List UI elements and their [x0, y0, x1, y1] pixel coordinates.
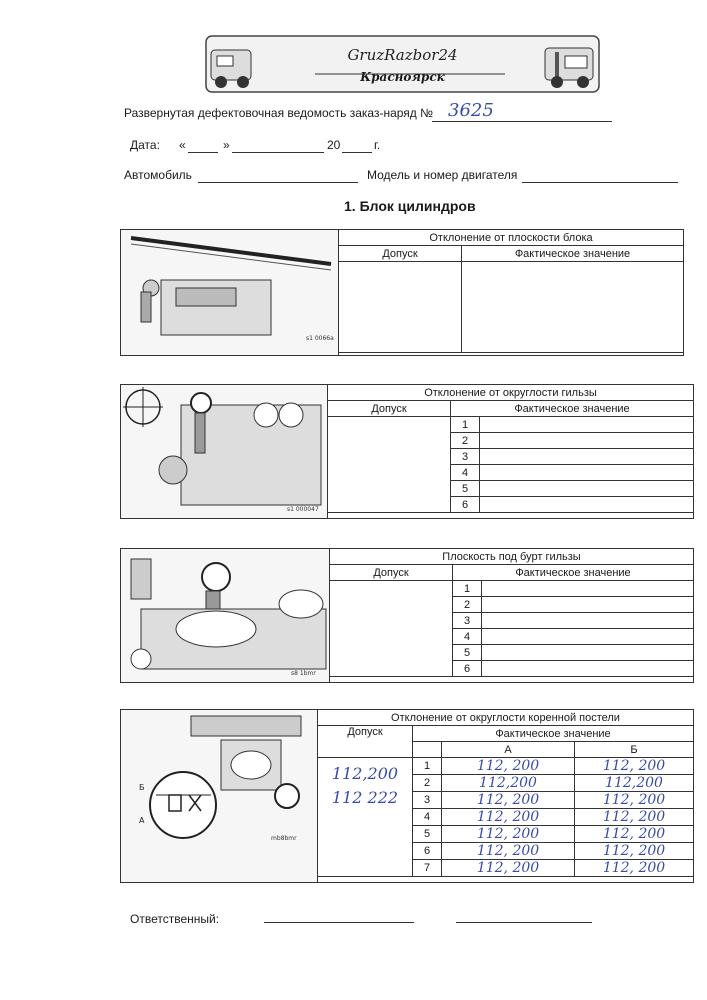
car-line [198, 182, 358, 183]
table-row-number: 1 [451, 417, 480, 433]
liner-collar-actual-cell[interactable] [482, 645, 694, 661]
table-row-number: 1 [413, 758, 442, 775]
main-bearing-value-a[interactable]: 112,200 [442, 775, 575, 792]
liner-collar-actual-cell[interactable] [482, 661, 694, 677]
block-flatness-actual-header: Фактическое значение [462, 246, 684, 262]
date-label: Дата: [130, 138, 160, 152]
main-bearing-col-b: Б [575, 742, 694, 758]
panel-main-bearing-roundness [120, 709, 694, 883]
main-bearing-photo-code: mb8bmr [271, 835, 297, 842]
table-row-number: 5 [451, 481, 480, 497]
date-month-line [232, 152, 324, 153]
liner-roundness-photo-code: s1 000047 [287, 506, 319, 513]
brand-city: Красноярск [360, 70, 445, 84]
liner-collar-tolerance-cell[interactable] [330, 581, 453, 677]
main-bearing-tolerance-cell[interactable] [318, 758, 413, 877]
liner-roundness-tolerance-cell[interactable] [328, 417, 451, 513]
table-row-number: 2 [451, 433, 480, 449]
main-bearing-table [317, 709, 694, 877]
engine-label: Модель и номер двигателя [367, 168, 518, 182]
main-bearing-value-b[interactable]: 112, 200 [575, 758, 694, 775]
table-row-number: 7 [413, 860, 442, 877]
date-year-line [342, 152, 372, 153]
liner-collar-table [329, 548, 694, 677]
main-bearing-value-b[interactable]: 112, 200 [575, 860, 694, 877]
table-row-number: 3 [451, 449, 480, 465]
main-bearing-value-a[interactable]: 112, 200 [442, 809, 575, 826]
main-bearing-value-b[interactable]: 112, 200 [575, 809, 694, 826]
table-row-number: 2 [413, 775, 442, 792]
header-logo [205, 30, 600, 96]
responsible-name-line[interactable] [456, 922, 592, 923]
year-prefix: 20 [327, 138, 341, 152]
tolerance-value: 112 222 [331, 788, 399, 807]
table-row-number: 6 [451, 497, 480, 513]
liner-roundness-actual-header: Фактическое значение [451, 401, 694, 417]
date-day-line [188, 152, 218, 153]
liner-roundness-tolerance-header: Допуск [328, 401, 451, 417]
liner-roundness-actual-cell[interactable] [480, 497, 694, 513]
block-flatness-tolerance-cell[interactable] [339, 262, 462, 353]
form-title: Развернутая дефектовочная ведомость заказ-наряд № [124, 106, 434, 120]
engine-line [522, 182, 678, 183]
panel-liner-roundness [120, 384, 694, 519]
table-row-number: 5 [413, 826, 442, 843]
brand-name: GruzRazbor24 [347, 46, 458, 64]
date-open-quote: « [179, 138, 186, 152]
table-row-number: 2 [453, 597, 482, 613]
block-flatness-table [338, 229, 684, 353]
responsible-signature-line[interactable] [264, 922, 414, 923]
main-bearing-value-b[interactable]: 112, 200 [575, 826, 694, 843]
year-suffix: г. [374, 138, 381, 152]
liner-collar-photo [121, 549, 330, 682]
block-flatness-photo [121, 230, 339, 355]
section-title: 1. Блок цилиндров [344, 198, 476, 214]
order-number: 3625 [448, 100, 494, 121]
liner-roundness-actual-cell[interactable] [480, 449, 694, 465]
main-bearing-value-b[interactable]: 112,200 [575, 775, 694, 792]
table-row-number: 6 [453, 661, 482, 677]
liner-collar-actual-cell[interactable] [482, 597, 694, 613]
main-bearing-value-a[interactable]: 112, 200 [442, 792, 575, 809]
table-row-number: 3 [413, 792, 442, 809]
main-bearing-value-b[interactable]: 112, 200 [575, 792, 694, 809]
tolerance-value: 112,200 [331, 764, 399, 783]
liner-collar-tolerance-header: Допуск [330, 565, 453, 581]
main-bearing-photo [121, 710, 318, 882]
panel-block-flatness [120, 229, 684, 356]
main-bearing-value-a[interactable]: 112, 200 [442, 860, 575, 877]
liner-collar-photo-code: s8 1bmr [291, 670, 316, 677]
order-number-line [432, 121, 612, 122]
table-row-number: 6 [413, 843, 442, 860]
liner-roundness-title: Отклонение от округлости гильзы [328, 385, 694, 401]
main-bearing-tolerance-header: Допуск [318, 726, 413, 758]
main-bearing-title: Отклонение от округлости коренной постели [318, 710, 694, 726]
main-bearing-value-b[interactable]: 112, 200 [575, 843, 694, 860]
liner-roundness-actual-cell[interactable] [480, 481, 694, 497]
table-row-number: 4 [451, 465, 480, 481]
block-flatness-actual-cell[interactable] [462, 262, 684, 353]
main-bearing-actual-header: Фактическое значение [413, 726, 694, 742]
table-row-number: 4 [413, 809, 442, 826]
car-label: Автомобиль [124, 168, 192, 182]
block-flatness-title: Отклонение от плоскости блока [339, 230, 684, 246]
liner-roundness-actual-cell[interactable] [480, 417, 694, 433]
block-flatness-photo-code: s1 0066a [306, 335, 334, 342]
liner-roundness-table [327, 384, 694, 513]
liner-collar-actual-cell[interactable] [482, 629, 694, 645]
date-close-quote: » [223, 138, 230, 152]
liner-roundness-actual-cell[interactable] [480, 433, 694, 449]
liner-roundness-photo [121, 385, 328, 518]
liner-collar-actual-header: Фактическое значение [453, 565, 694, 581]
liner-collar-actual-cell[interactable] [482, 613, 694, 629]
liner-roundness-actual-cell[interactable] [480, 465, 694, 481]
panel-liner-collar-plane [120, 548, 694, 683]
main-bearing-label-b: Б [139, 783, 145, 792]
table-row-number: 1 [453, 581, 482, 597]
liner-collar-title: Плоскость под бурт гильзы [330, 549, 694, 565]
block-flatness-tolerance-header: Допуск [339, 246, 462, 262]
main-bearing-label-a: А [139, 816, 145, 825]
liner-collar-actual-cell[interactable] [482, 581, 694, 597]
main-bearing-value-a[interactable]: 112, 200 [442, 758, 575, 775]
table-row-number: 5 [453, 645, 482, 661]
responsible-label: Ответственный: [130, 912, 220, 926]
main-bearing-value-a[interactable]: 112, 200 [442, 826, 575, 843]
table-row-number: 3 [453, 613, 482, 629]
table-row-number: 4 [453, 629, 482, 645]
main-bearing-col-a: А [442, 742, 575, 758]
main-bearing-value-a[interactable]: 112, 200 [442, 843, 575, 860]
